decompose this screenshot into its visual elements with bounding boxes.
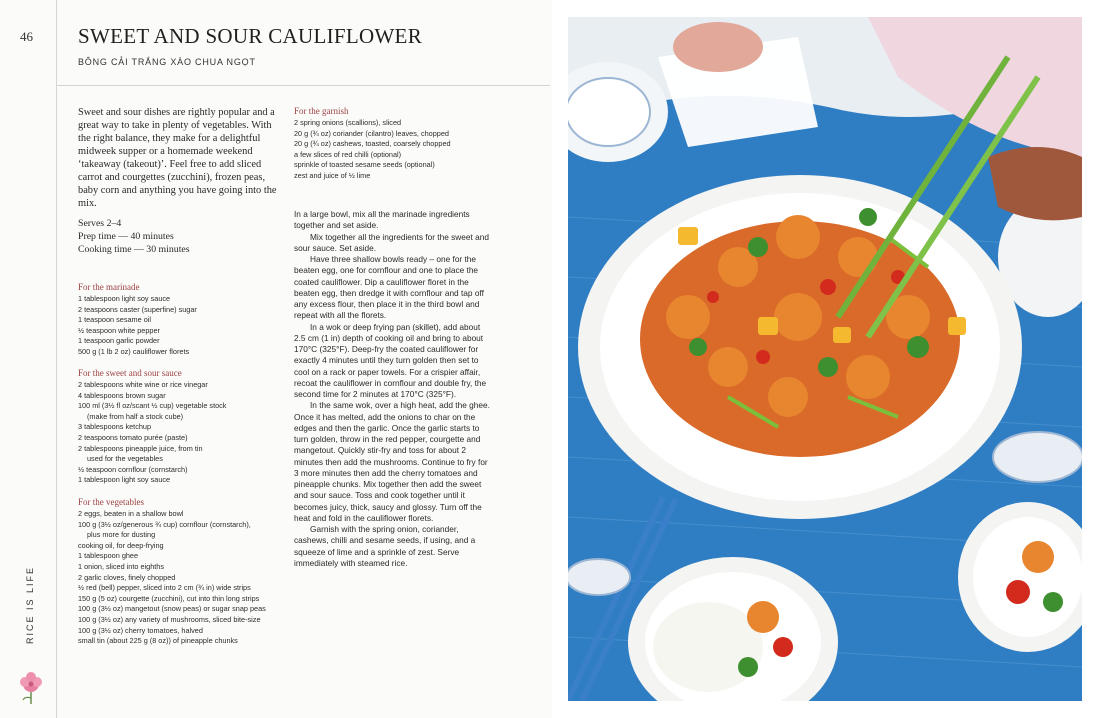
method-step: Garnish with the spring onion, coriander, cashews, chilli and sesame seeds, if using, and a squeeze of lime and a sprinkle of zest. Serve immediately with steamed rice. bbox=[294, 524, 476, 568]
dish-photo-illustration bbox=[568, 17, 1082, 701]
ingredient-item: 100 g (3½ oz) cherry tomatoes, halved bbox=[78, 625, 203, 635]
ingredient-item: 1 tablespoon light soy sauce bbox=[78, 475, 171, 485]
section-label bbox=[14, 560, 46, 660]
ingredient-item: 1 teaspoon sesame oil bbox=[78, 315, 152, 325]
ingredient-item: 100 g (3½ oz/generous ¾ cup) cornflour (cornstarch), bbox=[78, 519, 251, 529]
method-step: Mix together all the ingredients for the sweet and sour sauce. Set aside. bbox=[294, 231, 489, 253]
title-divider bbox=[57, 85, 550, 86]
page-number: 46 bbox=[20, 29, 33, 44]
ingredient-item: 2 teaspoons tomato purée (paste) bbox=[78, 432, 188, 442]
ingredient-item: 100 ml (3½ fl oz/scant ½ cup) vegetable stock bbox=[78, 401, 227, 411]
vegetables-heading: For the vegetables bbox=[78, 497, 144, 507]
recipe-title: SWEET AND SOUR CAULIFLOWER bbox=[78, 24, 422, 48]
page-margin-rule bbox=[56, 0, 57, 718]
ingredient-item: 2 tablespoons pineapple juice, from tin bbox=[78, 443, 203, 453]
vegetables-list bbox=[78, 509, 288, 647]
ingredient-item: 1 teaspoon garlic powder bbox=[78, 336, 160, 346]
method-step: In the same wok, over a high heat, add the ghee. Once it has melted, add the onions to char on the edges and then the garlic. Once the garlic starts to turn golden, throw in the red pepper, courgette and mangetout. Quickly stir-fry and toss for about 2 minutes then add the mushrooms. Continue to fry for 3 more minutes then add the cherry tomatoes and pineapple chunks. Mix together then add the sweet and sour sauce. Toss and cook together until it becomes juicy, thick, saucy and glossy. Turn off the heat and fold in the cauliflower florets. bbox=[294, 400, 490, 523]
ingredient-item: 4 tablespoons brown sugar bbox=[78, 390, 166, 400]
ingredient-item: 3 tablespoons ketchup bbox=[78, 422, 152, 432]
dish-photo bbox=[568, 17, 1082, 701]
ingredient-item: 150 g (5 oz) courgette (zucchini), cut into thin long strips bbox=[78, 593, 260, 603]
ingredient-item: 1 onion, sliced into eighths bbox=[78, 561, 164, 571]
ingredient-item: cooking oil, for deep-frying bbox=[78, 540, 164, 550]
prep-time: Prep time — 40 minutes bbox=[78, 231, 174, 242]
flower-icon bbox=[16, 670, 46, 706]
serves: Serves 2–4 bbox=[78, 218, 122, 229]
ingredient-item: 2 tablespoons white wine or rice vinegar bbox=[78, 380, 208, 389]
recipe-subtitle: BÔNG CẢI TRẮNG XÀO CHUA NGỌT bbox=[78, 57, 256, 67]
method-step: In a wok or deep frying pan (skillet), add about 2.5 cm (1 in) depth of cooking oil and bring to about 170°C (325°F). Deep-fry the coated cauliflower for exactly 4 minutes until they turn golden then set to cool on a rack or paper towels. For a crispier affair, recoat the cauliflower in cornflour and double fry, the second time for 2 minutes at 170°C (325°F). bbox=[294, 321, 487, 399]
ingredient-item: a few slices of red chilli (optional) bbox=[294, 149, 402, 159]
method-text bbox=[294, 209, 494, 569]
garnish-list bbox=[294, 118, 504, 182]
recipe-meta bbox=[78, 217, 278, 256]
ingredient-item: 1 tablespoon light soy sauce bbox=[78, 294, 171, 303]
ingredient-item: plus more for dusting bbox=[87, 530, 156, 540]
ingredient-item: used for the vegetables bbox=[87, 454, 163, 464]
ingredient-item: small tin (about 225 g (8 oz)) of pineapple chunks bbox=[78, 636, 238, 646]
ingredient-item: (make from half a stock cube) bbox=[87, 411, 184, 421]
ingredient-item: zest and juice of ½ lime bbox=[294, 170, 371, 180]
recipe-intro: Sweet and sour dishes are rightly popular and a great way to take in plenty of vegetables. With the right balance, they make for a delightful midweek supper or a homemade weekend ‘takeaway (takeout)’. Feel free to add sliced carrot and courgettes (zucchini), frozen peas, baby corn and anything you have going into the mix. bbox=[78, 107, 277, 209]
garnish-ingredients bbox=[294, 106, 504, 182]
ingredient-item: 2 spring onions (scallions), sliced bbox=[294, 118, 402, 127]
sauce-list bbox=[78, 380, 288, 486]
marinade-heading: For the marinade bbox=[78, 282, 140, 292]
ingredient-item: 1 tablespoon ghee bbox=[78, 551, 139, 561]
ingredient-item: 100 g (3½ oz) any variety of mushrooms, sliced bite-size bbox=[78, 614, 261, 624]
sauce-ingredients bbox=[78, 368, 288, 486]
ingredient-item: 20 g (¾ oz) cashews, toasted, coarsely chopped bbox=[294, 139, 451, 149]
marinade-list bbox=[78, 294, 288, 358]
ingredient-item: 2 teaspoons caster (superfine) sugar bbox=[78, 304, 197, 314]
sauce-heading: For the sweet and sour sauce bbox=[78, 368, 182, 378]
garnish-heading: For the garnish bbox=[294, 106, 349, 116]
marinade-ingredients bbox=[78, 282, 288, 358]
cooking-time: Cooking time — 30 minutes bbox=[78, 244, 190, 255]
ingredient-item: 2 eggs, beaten in a shallow bowl bbox=[78, 509, 184, 518]
method-step: In a large bowl, mix all the marinade ingredients together and set aside. bbox=[294, 209, 470, 231]
section-name: RICE IS LIFE bbox=[25, 566, 35, 645]
ingredient-item: 20 g (¾ oz) coriander (cilantro) leaves, chopped bbox=[294, 128, 449, 138]
ingredient-item: ½ red (bell) pepper, sliced into 2 cm (¾ in) wide strips bbox=[78, 583, 251, 593]
ingredient-item: 100 g (3½ oz) mangetout (snow peas) or sugar snap peas bbox=[78, 604, 266, 614]
ingredient-item: ½ teaspoon cornflour (cornstarch) bbox=[78, 464, 188, 474]
ingredient-item: sprinkle of toasted sesame seeds (optional) bbox=[294, 160, 435, 170]
method-step: Have three shallow bowls ready – one for the beaten egg, one for cornflour and one to place the coated cauliflower. Dip a cauliflower floret in the beaten egg, then dredge it with cornflour and tap off any excess flour, then place it in the third bowl and repeat with all the florets. bbox=[294, 254, 484, 321]
ingredient-item: 500 g (1 lb 2 oz) cauliflower florets bbox=[78, 346, 190, 356]
ingredient-item: 2 garlic cloves, finely chopped bbox=[78, 572, 176, 582]
ingredient-item: ½ teaspoon white pepper bbox=[78, 325, 160, 335]
vegetable-ingredients bbox=[78, 497, 288, 647]
